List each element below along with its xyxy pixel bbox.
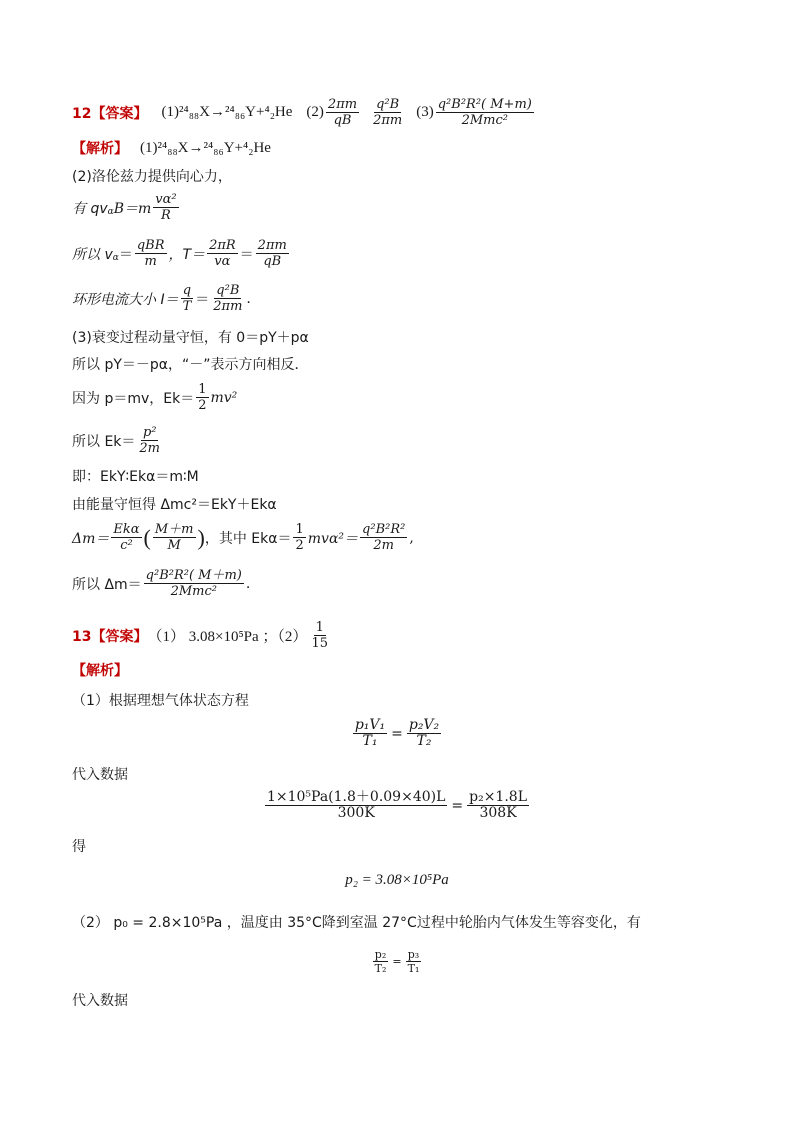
q12-line-11: 由能量守恒得 Δmc²＝EkY＋Ekα <box>72 497 277 513</box>
answer-2-frac-2: $\frac{\text{q²B}}{2\pi m}$ <box>373 97 403 128</box>
equation-ideal-gas: $\frac{\text{p₁V₁}}{\text{T₁}}$ = $\frac{\text{p₂V₂}}{\text{T₂}}$ <box>354 717 440 749</box>
q13-line-2: 代入数据 <box>72 767 128 783</box>
fraction: $\frac{1}{2}$ <box>198 382 207 413</box>
answer-label: 13【答案】 <box>72 628 148 645</box>
q12-line-2: (2)洛伦兹力提供向心力， <box>72 169 232 185</box>
q12-line-9: 所以 Ek＝ $\frac{\text{p²}}{2m}$ <box>72 425 161 456</box>
fraction: $\frac{1}{2}$ <box>295 522 304 553</box>
fraction: $\frac{\text{p²}}{2m}$ <box>139 425 161 456</box>
fraction: $\frac{\text{vα²}}{R}$ <box>155 192 177 223</box>
q12-line-12: Δm＝ $\frac{\text{Ekα}}{\text{c²}}$ ( $\frac{M+m}{M}$ ) ，其中 Ekα＝ $\frac{1}{2}$ mvα²＝ $\frac{\text{q²B²R²}}{2m}$ , <box>72 522 414 553</box>
q12-line-5: 环形电流大小 I＝ $\frac{q}{T}$ ＝ $\frac{\text{q²B}}{2\pi m}$ . <box>72 283 251 314</box>
fraction: $\frac{2\pi R}{v\alpha}$ <box>209 238 236 269</box>
equation-isochoric: $\frac{\text{p₂}}{\text{T₂}}$ = $\frac{\text{p₃}}{\text{T₁}}$ <box>374 948 420 975</box>
answer-3-frac: $\frac{\text{q²B²R²( M+m)}}{\text{2Mmc²}}$ <box>437 97 532 128</box>
fraction: $\frac{1}{15}$ <box>311 620 328 651</box>
fraction: $\frac{2\pi m}{qB}$ <box>257 238 287 269</box>
fraction: $\frac{\text{q²B}}{2\pi m}$ <box>213 283 243 314</box>
q12-answer-line <box>72 97 536 128</box>
fraction: $\frac{q}{T}$ <box>182 283 192 314</box>
q12-line-13: 所以 Δm＝ $\frac{\text{q²B²R²( M＋m)}}{\text{2Mmc²}}$ . <box>72 568 251 599</box>
answer-label: 12【答案】 <box>72 105 148 122</box>
answer-2-frac-1: $\frac{2\pi m}{qB}$ <box>327 97 358 128</box>
answer-2-prefix: (2) <box>306 104 324 120</box>
equation-result: p₂ = 3.08×10⁵Pa <box>345 872 449 888</box>
fraction: $\frac{\text{qBR}}{m}$ <box>136 238 165 269</box>
q13-line-1: （1）根据理想气体状态方程 <box>72 693 249 709</box>
analysis-label: 【解析】 <box>72 141 128 157</box>
q12-analysis-line <box>72 138 271 158</box>
answer-1: （1） 3.08×10⁵Pa ；（2） <box>147 629 308 645</box>
q13-line-5: 代入数据 <box>72 993 128 1009</box>
answer-1: (1)²⁴₈₈X→²⁴₈₆Y+⁴₂He <box>161 104 293 120</box>
q12-line-8: 因为 p＝mv，Ek＝ $\frac{1}{2}$ mv² <box>72 382 238 413</box>
q13-answer-line <box>72 620 332 651</box>
q12-line-3: 有 qv α B＝m $\frac{\text{vα²}}{R}$ <box>72 192 177 223</box>
q12-line-7: 所以 pY＝－pα，“－”表示方向相反． <box>72 357 309 373</box>
fraction: $\frac{M+m}{M}$ <box>154 522 194 553</box>
q13-line-3: 得 <box>72 839 86 855</box>
fraction: $\frac{\text{Ekα}}{\text{c²}}$ <box>113 522 140 553</box>
q12-line-6: (3)衰变过程动量守恒，有 0＝pY＋pα <box>72 330 309 346</box>
analysis-equation: (1)²⁴₈₈X→²⁴₈₆Y+⁴₂He <box>140 139 271 156</box>
q12-line-10: 即：EkY∶Ekα＝m∶M <box>72 469 199 485</box>
analysis-label: 【解析】 <box>72 663 128 679</box>
answer-3-prefix: (3) <box>416 104 434 120</box>
q13-analysis-line <box>72 660 128 680</box>
q12-line-4: 所以 v α ＝ $\frac{\text{qBR}}{m}$ ，T＝ $\frac{2\pi R}{v\alpha}$ ＝ $\frac{2\pi m}{qB}$ <box>72 238 287 269</box>
fraction: $\frac{\text{q²B²R²( M＋m)}}{\text{2Mmc²}}$ <box>145 568 242 599</box>
equation-substitution: $\frac{\text{1×10⁵Pa(1.8＋0.09×40)L}}{300K}$ = $\frac{\text{p₂×1.8L}}{308K}$ <box>266 789 527 821</box>
fraction: $\frac{\text{q²B²R²}}{2m}$ <box>362 522 406 553</box>
q13-line-4: （2） p₀ = 2.8×10⁵Pa ，温度由 35°C降到室温 27°C过程中轮胎内气体发生等容变化，有 <box>72 915 641 931</box>
